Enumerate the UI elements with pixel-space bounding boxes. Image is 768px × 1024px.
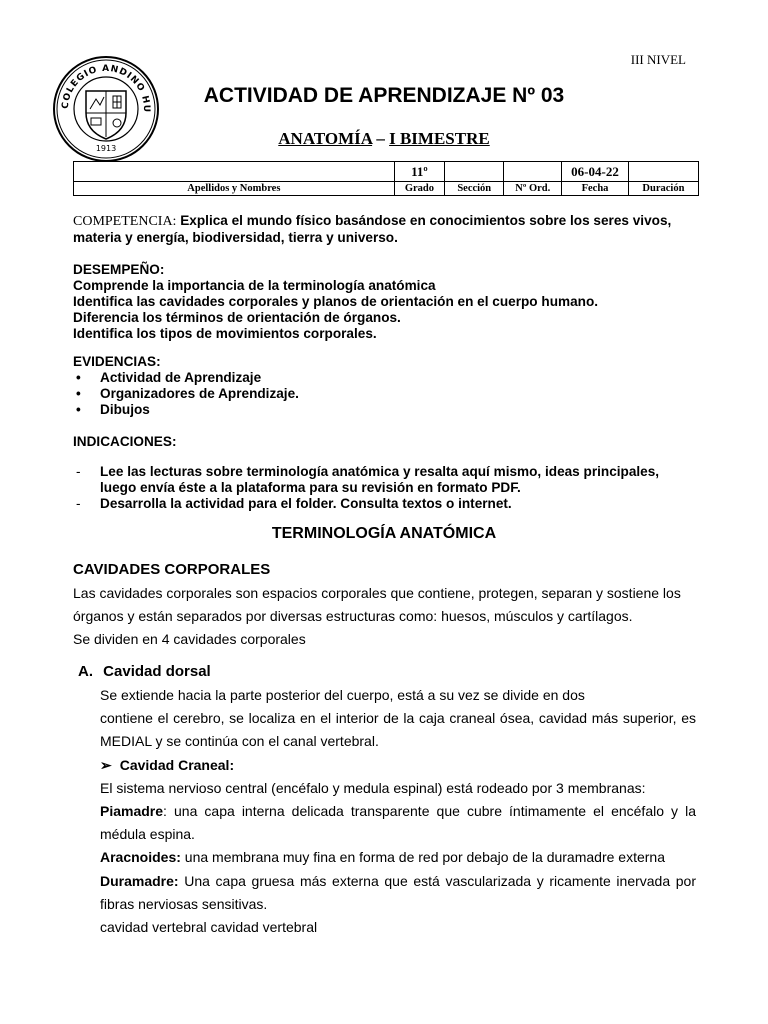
section-value[interactable] bbox=[445, 162, 504, 182]
grade-value[interactable]: 11º bbox=[394, 162, 444, 182]
item-a-body bbox=[100, 684, 696, 939]
order-label: Nº Ord. bbox=[504, 182, 562, 196]
seal-ring-text: COLEGIO ANDINO HU bbox=[60, 63, 152, 113]
evidencias-block bbox=[73, 354, 703, 418]
section-heading: CAVIDADES CORPORALES bbox=[73, 561, 271, 578]
indicaciones-list bbox=[73, 464, 699, 512]
term-aracnoides: Aracnoides: una membrana muy fina en forma de red por debajo de la duramadre externa bbox=[100, 849, 665, 866]
item-a-paragraph: Se extiende hacia la parte posterior del cuerpo, está a su vez se divide en dos bbox=[100, 687, 585, 703]
intro-paragraph: Se dividen en 4 cavidades corporales bbox=[73, 631, 306, 648]
evidencia-item: • Dibujos bbox=[73, 402, 703, 418]
evidencias-label: EVIDENCIAS: bbox=[73, 354, 161, 369]
duration-value[interactable] bbox=[628, 162, 698, 182]
evidencia-item: • Organizadores de Aprendizaje. bbox=[73, 386, 703, 402]
desempeno-label: DESEMPEÑO: bbox=[73, 262, 165, 277]
date-value[interactable]: 06-04-22 bbox=[562, 162, 629, 182]
competencia-block bbox=[73, 213, 703, 246]
item-a-heading bbox=[78, 663, 211, 680]
name-label: Apellidos y Nombres bbox=[74, 182, 395, 196]
seal-year: 1913 bbox=[95, 144, 117, 153]
desempeno-item: Identifica los tipos de movimientos corporales. bbox=[73, 326, 377, 341]
duration-label: Duración bbox=[628, 182, 698, 196]
item-a-title: Cavidad dorsal bbox=[103, 663, 211, 680]
grade-label: Grado bbox=[394, 182, 444, 196]
indicacion-item: - Lee las lecturas sobre terminología anatómica y resalta aquí mismo, ideas principales, luego envía éste a la plataforma para su revisión en formato PDF. bbox=[73, 464, 699, 496]
page-subtitle: ANATOMÍA – I BIMESTRE bbox=[278, 129, 490, 148]
desempeno-item: Diferencia los términos de orientación de órganos. bbox=[73, 310, 401, 325]
date-label: Fecha bbox=[562, 182, 629, 196]
competencia-text: Explica el mundo físico basándose en conocimientos sobre los seres vivos, materia y energía, biodiversidad, tierra y universo. bbox=[73, 213, 672, 245]
indicaciones-label: INDICACIONES: bbox=[73, 434, 177, 449]
item-a-paragraph: contiene el cerebro, se localiza en el interior de la caja craneal ósea, cavidad más superior, es MEDIAL y se continúa con el canal vertebral. bbox=[100, 710, 696, 750]
arrowhead-bullet-icon: ➢ bbox=[100, 756, 112, 773]
section-title: TERMINOLOGÍA ANATÓMICA bbox=[271, 525, 497, 542]
section-intro bbox=[73, 582, 696, 652]
student-info-table bbox=[73, 161, 699, 196]
desempeno-block bbox=[73, 262, 703, 342]
craneal-heading: ➢ Cavidad Craneal: bbox=[100, 756, 235, 773]
evidencia-item: • Actividad de Aprendizaje bbox=[73, 370, 703, 386]
term-piamadre: Piamadre: una capa interna delicada transparente que cubre íntimamente el encéfalo y la médula espina. bbox=[100, 803, 696, 843]
competencia-label: COMPETENCIA: bbox=[73, 214, 177, 229]
level-label: III NIVEL bbox=[630, 52, 686, 67]
desempeno-item: Comprende la importancia de la terminología anatómica bbox=[73, 278, 436, 293]
item-a-paragraph: El sistema nervioso central (encéfalo y medula espinal) está rodeado por 3 membranas: bbox=[100, 779, 646, 796]
indicacion-item: - Desarrolla la actividad para el folder. Consulta textos o internet. bbox=[73, 496, 699, 512]
item-a-last-line: cavidad vertebral cavidad vertebral bbox=[100, 919, 318, 936]
item-a-letter: A. bbox=[78, 663, 93, 680]
order-value[interactable] bbox=[504, 162, 562, 182]
intro-paragraph: Las cavidades corporales son espacios corporales que contiene, protegen, separan y sostiene los órganos y están separados por diversas estructuras como: huesos, músculos y cartílagos. bbox=[73, 585, 681, 625]
page-title: ACTIVIDAD DE APRENDIZAJE Nº 03 bbox=[203, 84, 565, 107]
term-duramadre: Duramadre: Una capa gruesa más externa que está vascularizada y ricamente inervada por fibras nerviosas sensitivas. bbox=[100, 872, 696, 912]
section-label: Sección bbox=[445, 182, 504, 196]
name-value[interactable] bbox=[74, 162, 395, 182]
desempeno-item: Identifica las cavidades corporales y planos de orientación en el cuerpo humano. bbox=[73, 294, 599, 309]
